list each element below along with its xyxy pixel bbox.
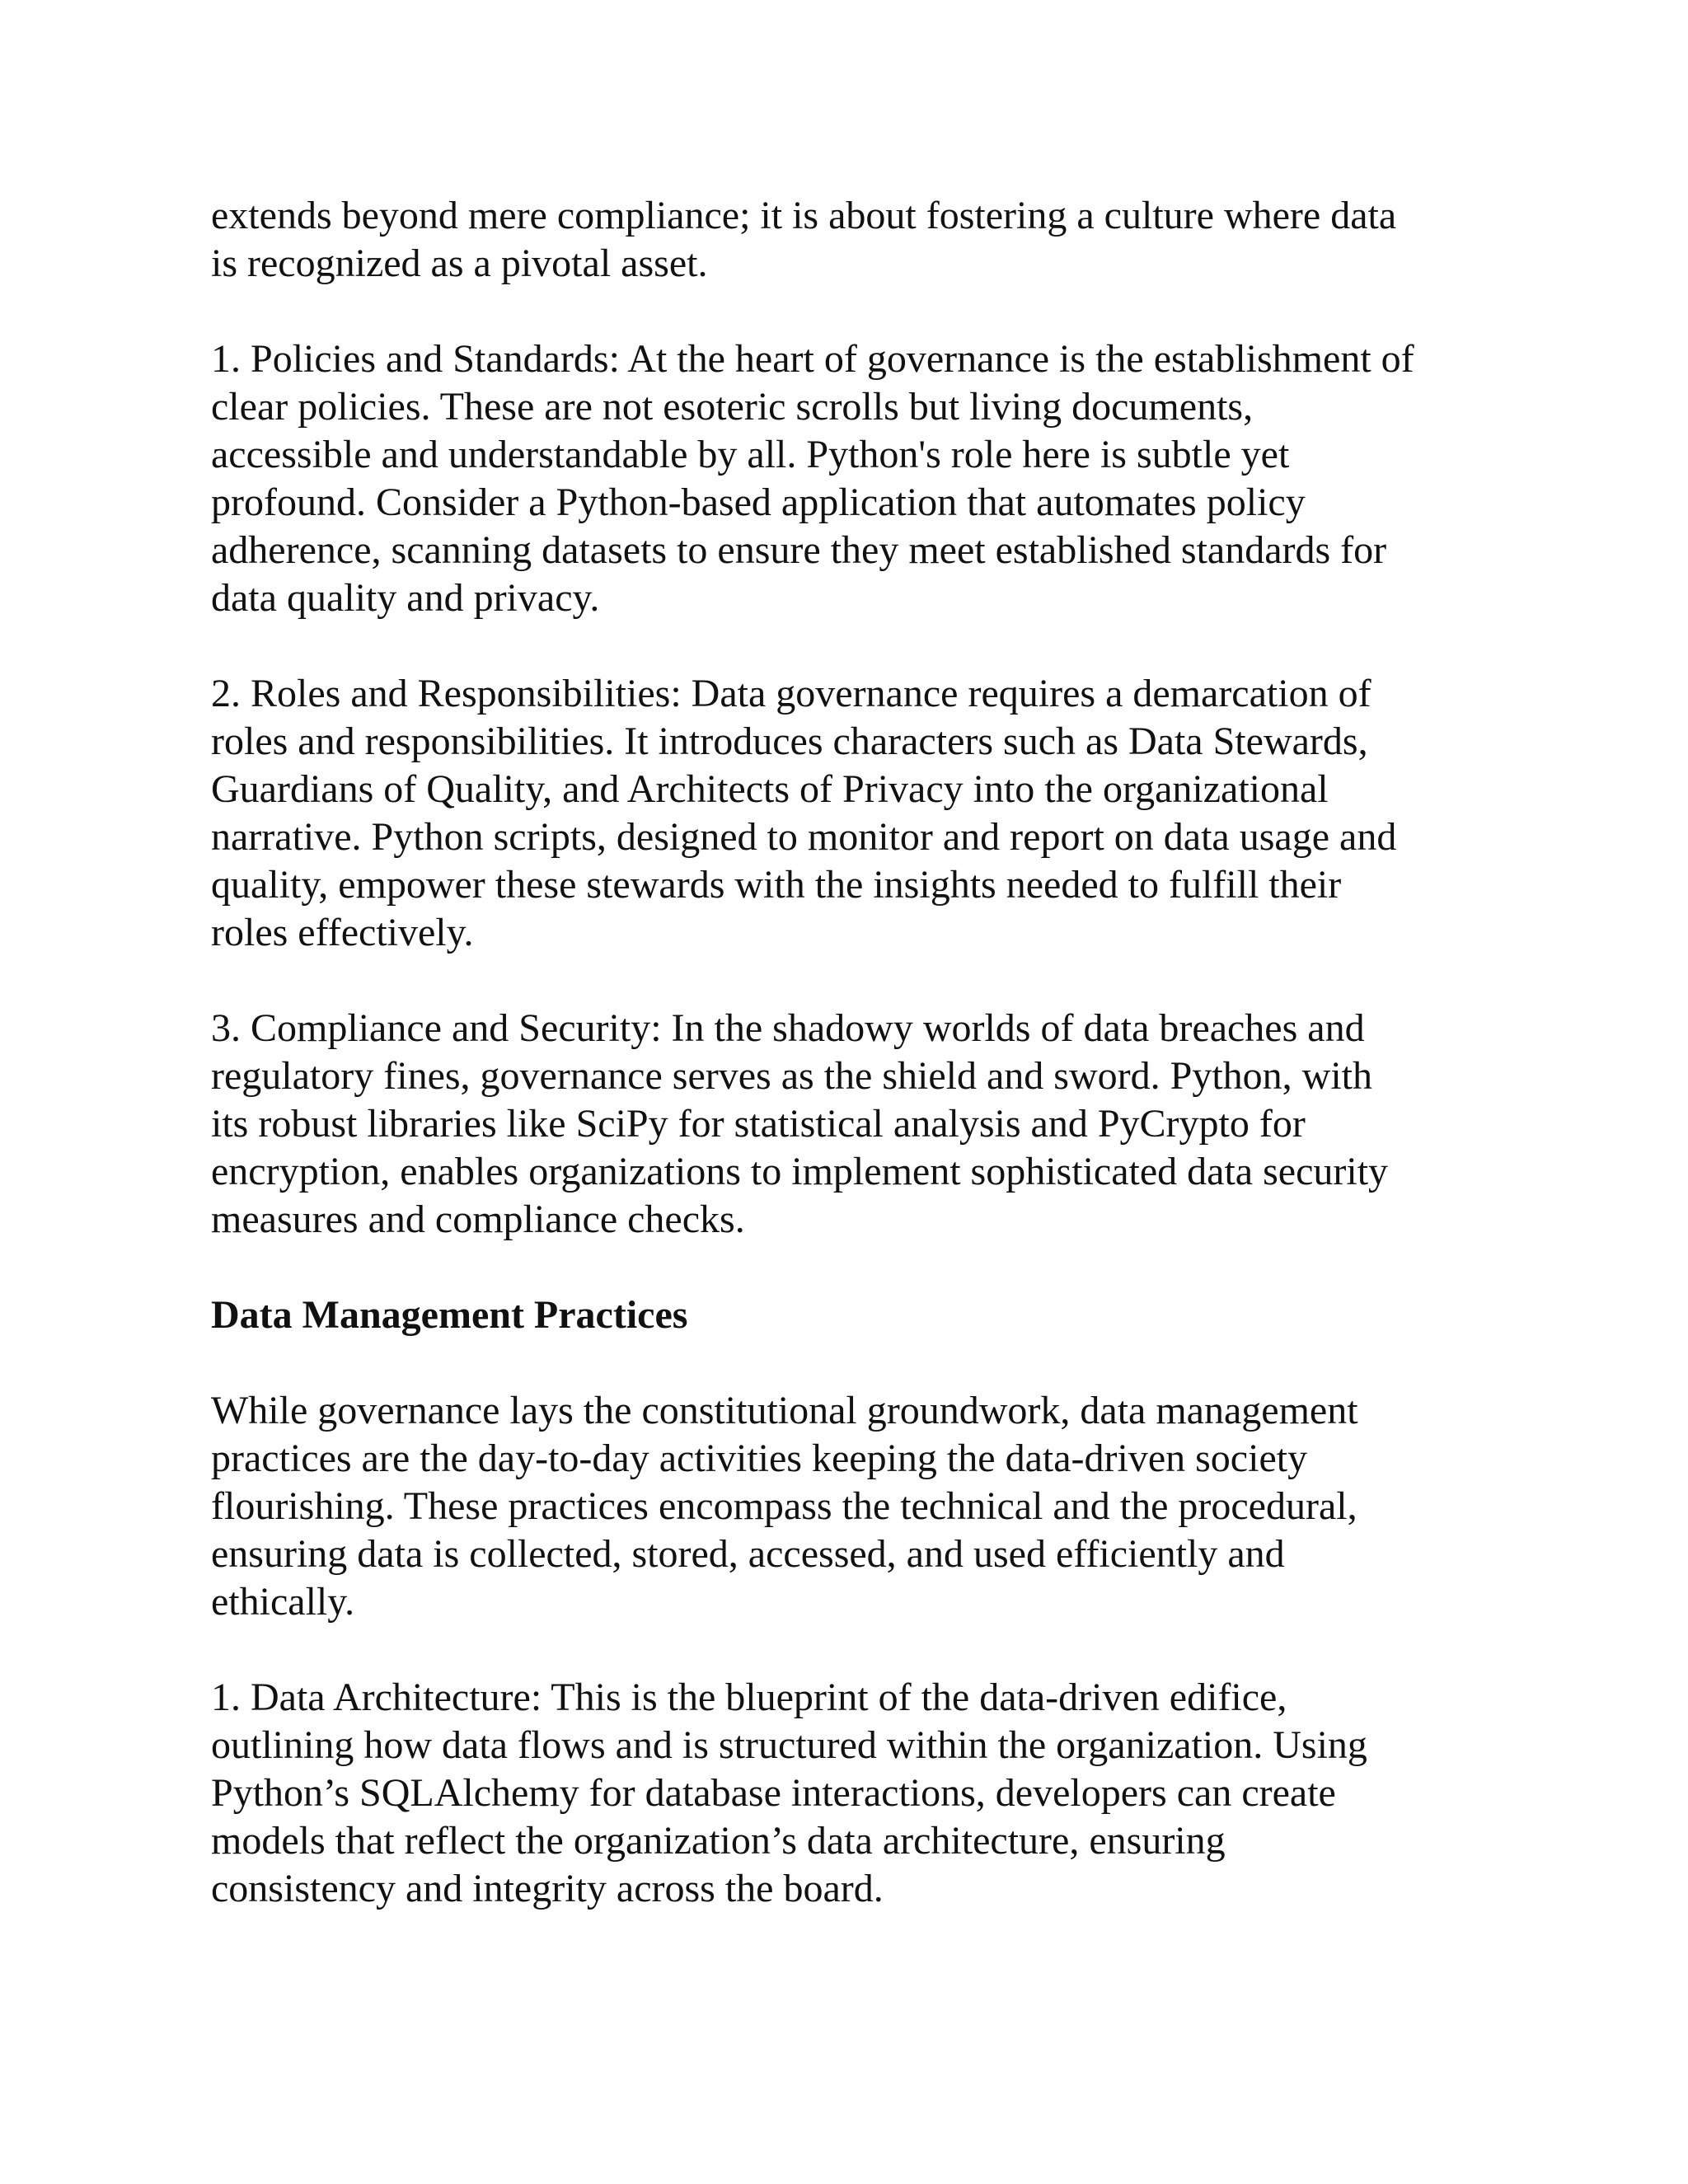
governance-item-roles: 2. Roles and Responsibilities: Data governance requires a demarcation of roles and responsibilities. It introduces characters such as Data Stewards, Guardians of Quality, and Architects of Privacy into the organizational narrative. Python scripts, designed to monitor and report on data usage and quality, empower these stewards with the insights needed to fulfill their roles effectively.: [211, 672, 1397, 954]
section-heading: Data Management Practices: [211, 1293, 688, 1337]
page-content: [211, 192, 1497, 1961]
intro-continuation-paragraph: extends beyond mere compliance; it is about fostering a culture where data is recognized as a pivotal asset.: [211, 194, 1397, 285]
management-item-architecture: 1. Data Architecture: This is the blueprint of the data-driven edifice, outlining how data flows and is structured within the organization. Using Python’s SQLAlchemy for database interactions, developers can create models that reflect the organization’s data architecture, ensuring consistency and integrity across the board.: [211, 1675, 1367, 1910]
governance-item-compliance: 3. Compliance and Security: In the shadowy worlds of data breaches and regulatory fines, governance serves as the shield and sword. Python, with its robust libraries like SciPy for statistical analysis and PyCrypto for encryption, enables organizations to implement sophisticated data security measures and compliance checks.: [211, 1006, 1389, 1241]
section-intro-paragraph: While governance lays the constitutional groundwork, data management practices are the day-to-day activities keeping the data-driven society flourishing. These practices encompass the technical and the procedural, ensuring data is collected, stored, accessed, and used efficiently and ethically.: [211, 1389, 1358, 1624]
governance-item-policies: 1. Policies and Standards: At the heart of governance is the establishment of clear policies. These are not esoteric scrolls but living documents, accessible and understandable by all. Python's role here is subtle yet profound. Consider a Python-based application that automates policy adherence, scanning datasets to ensure they meet established standards for data quality and privacy.: [211, 337, 1414, 620]
